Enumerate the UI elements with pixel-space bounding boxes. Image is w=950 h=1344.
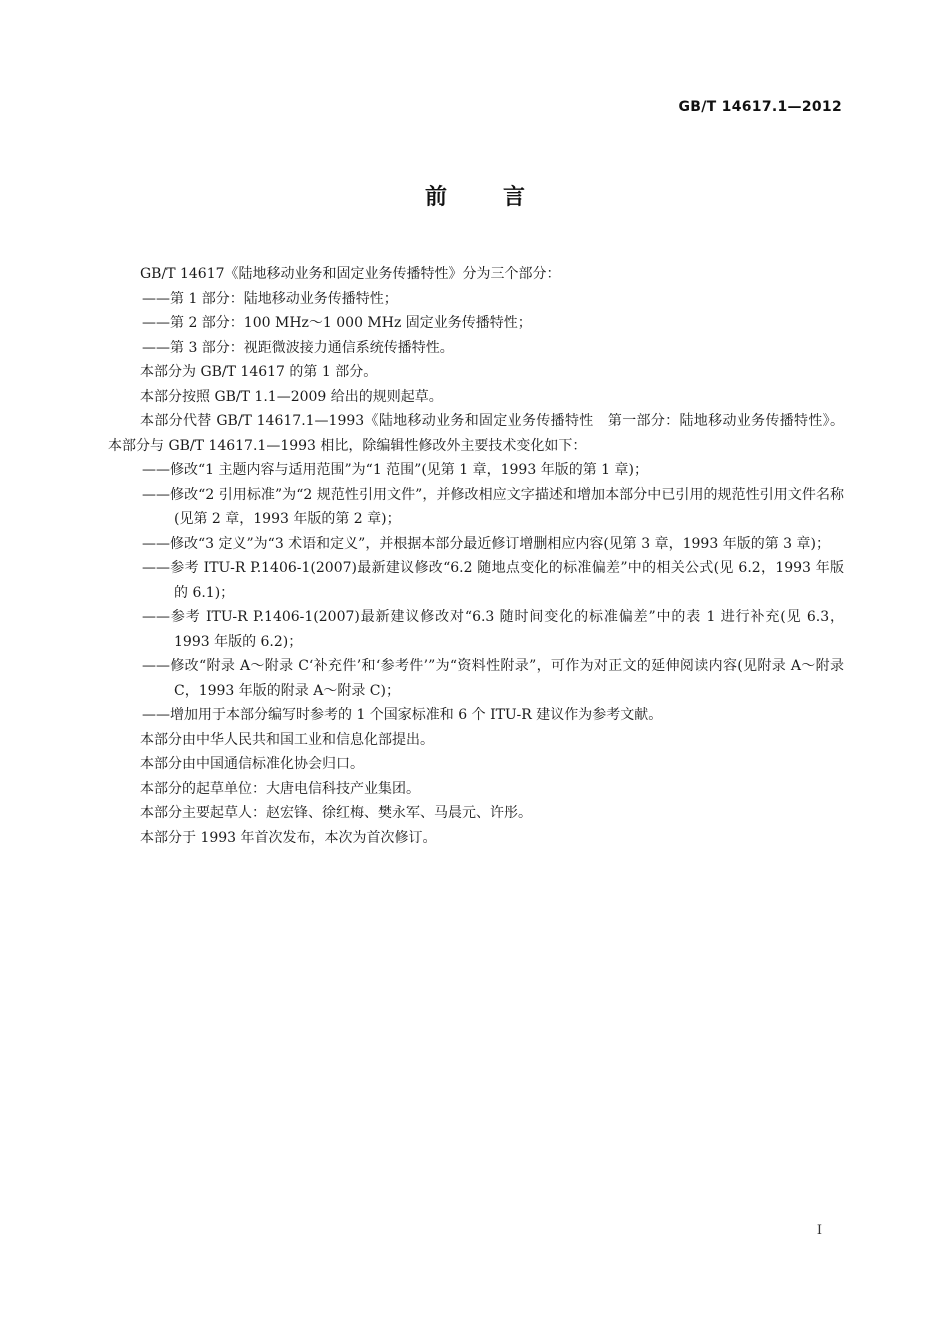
page-title — [0, 180, 950, 211]
paragraph: 本部分于 1993 年首次发布，本次为首次修订。 — [140, 829, 437, 846]
paragraph: 本部分代替 GB/T 14617.1—1993《陆地移动业务和固定业务传播特性 第一部分：陆地移动业务传播特性》。本部分与 GB/T 14617.1—1993 相比，除编辑性修改外主要技术变化如下： — [108, 413, 844, 454]
list-item: ——第 2 部分：100 MHz～1 000 MHz 固定业务传播特性； — [142, 315, 532, 331]
list-item: ——第 3 部分：视距微波接力通信系统传播特性。 — [142, 339, 454, 356]
list-item: ——修改“2 引用标准”为“2 规范性引用文件”，并修改相应文字描述和增加本部分中已引用的规范性引用文件名称(见第 2 章，1993 年版的第 2 章)； — [142, 486, 844, 527]
title-char-1: 前 — [424, 185, 447, 210]
list-item: ——第 1 部分：陆地移动业务传播特性； — [142, 290, 398, 307]
paragraph: 本部分的起草单位：大唐电信科技产业集团。 — [140, 780, 420, 797]
paragraph: 本部分由中国通信标准化协会归口。 — [140, 756, 364, 772]
paragraph: 本部分由中华人民共和国工业和信息化部提出。 — [140, 731, 434, 748]
list-item: ——修改“3 定义”为“3 术语和定义”，并根据本部分最近修订增删相应内容(见第 3 章，1993 年版的第 3 章)； — [142, 535, 830, 552]
foreword-body — [108, 262, 844, 850]
paragraph: 本部分主要起草人：赵宏锋、徐红梅、樊永军、马晨元、许彤。 — [140, 805, 532, 821]
list-item: ——修改“1 主题内容与适用范围”为“1 范围”(见第 1 章，1993 年版的第 1 章)； — [142, 462, 648, 478]
standard-code: GB/T 14617.1—2012 — [678, 99, 842, 115]
list-item: ——参考 ITU-R P.1406-1(2007)最新建议修改“6.2 随地点变化的标准偏差”中的相关公式(见 6.2，1993 年版的 6.1)； — [142, 560, 844, 601]
paragraph: 本部分为 GB/T 14617 的第 1 部分。 — [140, 364, 378, 380]
list-item: ——参考 ITU-R P.1406-1(2007)最新建议修改对“6.3 随时间变化的标准偏差”中的表 1 进行补充(见 6.3，1993 年版的 6.2)； — [142, 609, 844, 650]
list-item: ——修改“附录 A～附录 C‘补充件’和‘参考件’”为“资料性附录”，可作为对正文的延伸阅读内容(见附录 A～附录 C，1993 年版的附录 A～附录 C)； — [142, 658, 844, 699]
list-item: ——增加用于本部分编写时参考的 1 个国家标准和 6 个 ITU-R 建议作为参考文献。 — [142, 707, 663, 723]
paragraph: GB/T 14617《陆地移动业务和固定业务传播特性》分为三个部分： — [140, 266, 561, 282]
title-char-2: 言 — [503, 185, 526, 210]
paragraph: 本部分按照 GB/T 1.1—2009 给出的规则起草。 — [140, 388, 443, 405]
page-number: I — [816, 1223, 822, 1238]
